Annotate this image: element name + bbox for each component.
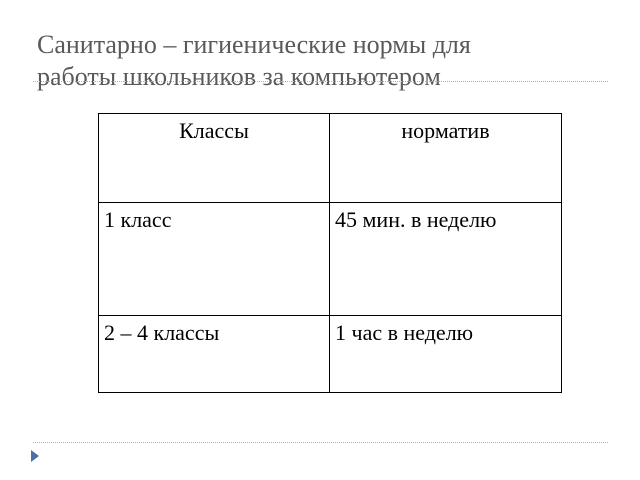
- footer-divider: [33, 442, 608, 443]
- table-row: [99, 316, 562, 393]
- table-cell-norm: 1 час в неделю: [330, 316, 562, 393]
- norms-table: [98, 113, 562, 393]
- table-cell-class: 2 – 4 классы: [99, 316, 330, 393]
- slide-title-line-2: работы школьников за компьютером: [37, 62, 441, 91]
- table-header-row: [99, 114, 562, 203]
- slide-title-line-1: Санитарно – гигиенические нормы для: [37, 30, 471, 59]
- header-cell-classes: Классы: [99, 114, 330, 203]
- header-cell-norm: норматив: [330, 114, 562, 203]
- title-divider: [33, 81, 608, 82]
- table-row: [99, 203, 562, 316]
- table-cell-class: 1 класс: [99, 203, 330, 316]
- table-cell-norm: 45 мин. в неделю: [330, 203, 562, 316]
- bullet-arrow-icon: [31, 450, 39, 462]
- slide-title: [37, 29, 617, 93]
